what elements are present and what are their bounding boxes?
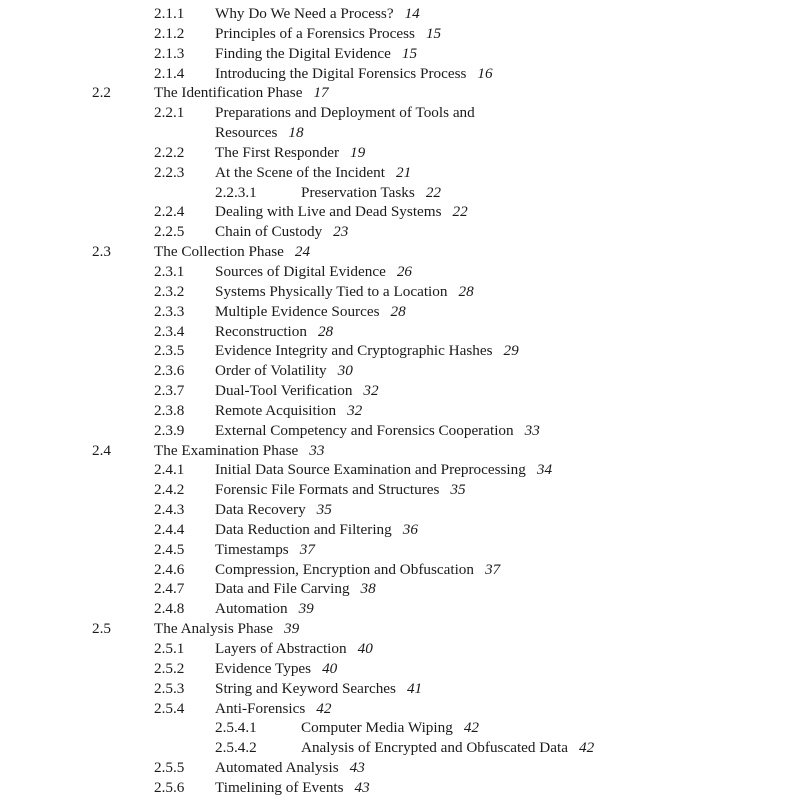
section-number: 2.5.1	[154, 640, 185, 657]
section-title-line	[215, 659, 775, 679]
section-title-line	[215, 599, 775, 619]
page-number: 35	[316, 501, 332, 519]
section-number: 2.3	[92, 243, 111, 261]
section-number: 2.3.1	[154, 262, 185, 280]
section-number: 2.2.5	[154, 223, 185, 241]
page-number: 23	[333, 223, 349, 241]
page-number: 29	[503, 342, 519, 360]
toc-entry[interactable]	[0, 540, 800, 560]
section-title-line	[215, 778, 775, 798]
section-title: Automation	[215, 600, 288, 618]
section-title: Sources of Digital Evidence	[215, 262, 386, 280]
section-title-line	[215, 222, 775, 242]
section-number: 2.4.5	[154, 540, 185, 558]
section-title-line	[215, 540, 775, 560]
page-number: 15	[401, 44, 418, 62]
section-title-line	[154, 441, 754, 461]
section-number: 2.3.2	[154, 282, 185, 300]
page-number: 39	[298, 600, 314, 618]
page-number: 33	[309, 441, 325, 459]
toc-entry[interactable]	[0, 302, 800, 322]
section-number: 2.2.2	[154, 143, 185, 161]
section-title-line	[215, 361, 775, 381]
page-number: 32	[363, 382, 379, 400]
section-number: 2.4.1	[154, 461, 185, 479]
section-number: 2.5.5	[154, 759, 185, 777]
section-title: Data Recovery	[215, 501, 306, 519]
section-title: Order of Volatility	[215, 362, 327, 380]
section-title-line	[215, 302, 775, 322]
toc-entry[interactable]	[0, 460, 800, 480]
toc-entry[interactable]	[0, 183, 800, 203]
toc-entry[interactable]	[0, 163, 800, 183]
section-title-line	[215, 143, 775, 163]
section-number: 2.3.8	[154, 401, 185, 419]
section-title: The First Responder	[215, 143, 340, 161]
page-number: 43	[349, 759, 365, 777]
section-title: Computer Media Wiping	[301, 719, 453, 737]
page-number: 39	[283, 620, 300, 638]
section-title-line	[215, 44, 775, 64]
section-title: Timestamps	[215, 540, 289, 558]
section-number: 2.2.3	[154, 163, 185, 181]
toc-entry[interactable]	[0, 778, 800, 798]
page-number: 17	[313, 84, 329, 102]
section-number: 2.5.6	[154, 778, 185, 796]
section-title: Analysis of Encrypted and Obfuscated Data	[301, 739, 568, 757]
section-title-line	[215, 103, 490, 143]
section-title-line	[215, 639, 775, 659]
section-title: Data Reduction and Filtering	[215, 520, 392, 538]
toc-entry[interactable]	[0, 64, 800, 84]
page-number: 15	[425, 24, 442, 42]
toc-entry[interactable]	[0, 24, 800, 44]
section-title: The Examination Phase	[154, 441, 299, 459]
section-number: 2.1.3	[154, 44, 185, 62]
section-title-line	[301, 718, 781, 738]
section-title-line	[215, 480, 775, 500]
section-title-line	[154, 619, 754, 639]
section-number: 2.5.2	[154, 659, 185, 677]
section-title: Reconstruction	[215, 322, 307, 340]
section-number: 2.4.4	[154, 520, 185, 538]
section-title: Systems Physically Tied to a Location	[215, 282, 448, 300]
section-title-line	[215, 163, 775, 183]
toc-entry[interactable]	[0, 421, 800, 441]
page-number: 28	[317, 322, 334, 340]
toc-entry[interactable]	[0, 738, 800, 758]
toc-entry[interactable]	[0, 480, 800, 500]
section-title-line	[215, 421, 775, 441]
section-title-line	[215, 322, 775, 342]
section-title-line	[215, 64, 775, 84]
page-number: 40	[357, 640, 373, 657]
page-number: 37	[299, 540, 315, 558]
section-number: 2.4.6	[154, 560, 185, 578]
section-title: Remote Acquisition	[215, 401, 337, 419]
page-number: 42	[578, 739, 595, 757]
section-number: 2.4.7	[154, 580, 185, 598]
page-number: 28	[390, 302, 406, 320]
section-title-line	[215, 381, 775, 401]
section-title-line	[154, 83, 754, 103]
section-number: 2.3.5	[154, 342, 185, 360]
section-title-line	[154, 242, 754, 262]
toc-entry[interactable]	[0, 758, 800, 778]
page-number: 30	[337, 362, 353, 380]
section-number: 2.2.1	[154, 104, 185, 122]
toc-entry[interactable]	[0, 560, 800, 580]
toc-entry[interactable]	[0, 500, 800, 520]
section-title-line	[215, 202, 775, 222]
section-title: Evidence Integrity and Cryptographic Hashes	[215, 342, 493, 360]
section-title: Data and File Carving	[215, 580, 350, 598]
toc-entry[interactable]	[0, 599, 800, 619]
toc-entry[interactable]	[0, 441, 800, 461]
section-number: 2.5.4.2	[215, 739, 257, 757]
section-title: Timelining of Events	[215, 778, 344, 796]
page-number: 36	[402, 520, 418, 538]
section-title: External Competency and Forensics Cooperation	[215, 421, 514, 439]
toc-entry[interactable]	[0, 262, 800, 282]
section-title: Layers of Abstraction	[215, 640, 347, 657]
section-title: Finding the Digital Evidence	[215, 44, 391, 62]
toc-entry[interactable]	[0, 699, 800, 719]
page-number: 18	[288, 124, 304, 142]
section-number: 2.4.2	[154, 481, 185, 499]
section-number: 2.4	[92, 441, 111, 459]
toc-entry[interactable]	[0, 4, 800, 24]
section-title: Introducing the Digital Forensics Process	[215, 64, 467, 82]
section-title: The Analysis Phase	[154, 620, 273, 638]
section-number: 2.3.3	[154, 302, 185, 320]
section-number: 2.5.4.1	[215, 719, 257, 737]
page-number: 28	[458, 282, 474, 300]
section-title: Automated Analysis	[215, 759, 339, 777]
toc-entry[interactable]	[0, 520, 800, 540]
section-title: Anti-Forensics	[215, 699, 306, 717]
section-title: Chain of Custody	[215, 223, 323, 241]
section-title: Why Do We Need a Process?	[215, 5, 394, 22]
section-number: 2.5	[92, 620, 111, 638]
page-number: 42	[463, 719, 479, 737]
page-number: 14	[404, 5, 420, 22]
toc-entry[interactable]	[0, 679, 800, 699]
section-title: Preservation Tasks	[301, 183, 415, 201]
section-number: 2.3.7	[154, 382, 185, 400]
page-number: 37	[485, 560, 501, 578]
toc-entry[interactable]	[0, 579, 800, 599]
section-title-line	[215, 500, 775, 520]
toc-entry[interactable]	[0, 361, 800, 381]
section-number: 2.4.3	[154, 501, 185, 519]
toc-entry[interactable]	[0, 103, 800, 143]
section-title: At the Scene of the Incident	[215, 163, 385, 181]
section-title: Initial Data Source Examination and Preprocessing	[215, 461, 526, 479]
page-number: 34	[536, 461, 553, 479]
page-number: 40	[322, 659, 338, 677]
page-number: 19	[350, 143, 366, 161]
toc-entry[interactable]	[0, 341, 800, 361]
section-title-line	[215, 560, 775, 580]
page-number: 32	[347, 401, 363, 419]
section-title-line	[215, 262, 775, 282]
section-number: 2.1.2	[154, 24, 185, 42]
toc-entry[interactable]	[0, 282, 800, 302]
page-number: 22	[425, 183, 441, 201]
page-number: 35	[450, 481, 466, 499]
page-number: 21	[395, 163, 412, 181]
toc-entry[interactable]	[0, 222, 800, 242]
section-number: 2.2.4	[154, 203, 185, 221]
section-title: Compression, Encryption and Obfuscation	[215, 560, 474, 578]
toc-entry[interactable]	[0, 381, 800, 401]
section-title-line	[215, 460, 775, 480]
page-number: 43	[354, 778, 370, 796]
section-title-line	[215, 520, 775, 540]
section-title: Preparations and Deployment of Tools and Resources	[215, 104, 475, 142]
toc-entry[interactable]	[0, 83, 800, 103]
page-number: 26	[396, 262, 412, 280]
section-title-line	[215, 4, 775, 24]
page-number: 38	[360, 580, 376, 598]
section-title: String and Keyword Searches	[215, 679, 396, 697]
section-number: 2.5.3	[154, 679, 185, 697]
section-number: 2.3.6	[154, 362, 185, 380]
section-number: 2.1.4	[154, 64, 185, 82]
section-number: 2.4.8	[154, 600, 185, 618]
toc-entry[interactable]	[0, 401, 800, 421]
section-title: Dual-Tool Verification	[215, 382, 353, 400]
toc-entry[interactable]	[0, 639, 800, 659]
section-number: 2.2	[92, 84, 111, 102]
section-title-line	[301, 183, 781, 203]
page-number: 24	[294, 243, 311, 261]
section-title: Forensic File Formats and Structures	[215, 481, 440, 499]
toc-entry[interactable]	[0, 322, 800, 342]
toc-entry[interactable]	[0, 619, 800, 639]
section-title-line	[215, 679, 775, 699]
section-title-line	[215, 282, 775, 302]
section-title: The Collection Phase	[154, 243, 284, 261]
section-title-line	[215, 699, 775, 719]
section-title: Dealing with Live and Dead Systems	[215, 203, 442, 221]
page-number: 33	[524, 421, 540, 439]
section-number: 2.3.9	[154, 421, 185, 439]
toc-entry[interactable]	[0, 44, 800, 64]
toc-entry[interactable]	[0, 242, 800, 262]
section-title: Evidence Types	[215, 659, 312, 677]
section-title: Principles of a Forensics Process	[215, 24, 415, 42]
toc-entry[interactable]	[0, 659, 800, 679]
section-title: Multiple Evidence Sources	[215, 302, 380, 320]
page-number: 42	[316, 699, 332, 717]
section-number: 2.3.4	[154, 322, 185, 340]
page-number: 41	[406, 679, 423, 697]
table-of-contents	[0, 4, 800, 798]
section-number: 2.1.1	[154, 5, 185, 22]
section-number: 2.5.4	[154, 699, 185, 717]
section-title-line	[215, 579, 775, 599]
section-number: 2.2.3.1	[215, 183, 257, 201]
toc-entry[interactable]	[0, 718, 800, 738]
section-title-line	[301, 738, 781, 758]
section-title-line	[215, 401, 775, 421]
toc-entry[interactable]	[0, 143, 800, 163]
toc-entry[interactable]	[0, 202, 800, 222]
section-title-line	[215, 341, 775, 361]
section-title-line	[215, 24, 775, 44]
page-number: 22	[452, 203, 468, 221]
page-number: 16	[477, 64, 493, 82]
section-title-line	[215, 758, 775, 778]
section-title: The Identification Phase	[154, 84, 303, 102]
